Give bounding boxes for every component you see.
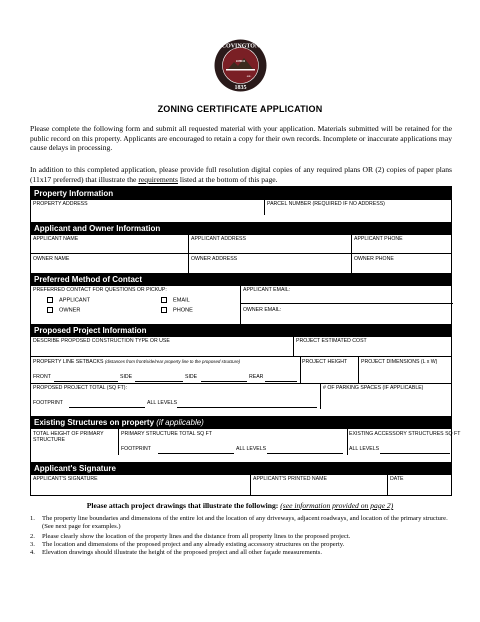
describe-construction-label: DESCRIBE PROPOSED CONSTRUCTION TYPE OR USE bbox=[33, 338, 170, 344]
section-existing-note: (if applicable) bbox=[156, 418, 204, 427]
printed-name-label: APPLICANT'S PRINTED NAME bbox=[253, 476, 327, 482]
section-header-existing bbox=[31, 416, 451, 429]
seal-est: est. bbox=[246, 74, 252, 78]
footprint2-field[interactable] bbox=[158, 453, 234, 454]
contact-option-owner[interactable] bbox=[47, 307, 80, 314]
contact-option-phone[interactable] bbox=[161, 307, 193, 314]
side1-label: SIDE bbox=[120, 374, 133, 380]
owner-address-label: OWNER ADDRESS bbox=[191, 256, 238, 262]
contact-option-phone-label: PHONE bbox=[173, 307, 193, 314]
section-header-applicant: Applicant and Owner Information bbox=[31, 222, 451, 235]
applicant-signature-field[interactable] bbox=[33, 483, 248, 494]
side2-field[interactable] bbox=[201, 381, 247, 382]
date-field[interactable] bbox=[390, 483, 450, 494]
date-label: DATE bbox=[390, 476, 404, 482]
all-levels-field[interactable] bbox=[177, 407, 317, 408]
all-levels2-field[interactable] bbox=[267, 453, 343, 454]
contact-option-applicant[interactable] bbox=[47, 297, 90, 304]
contact-option-email-label: EMAIL bbox=[173, 297, 190, 304]
section-header-property: Property Information bbox=[31, 187, 451, 200]
project-cost-field[interactable] bbox=[296, 345, 450, 355]
primary-total-label: PRIMARY STRUCTURE TOTAL SQ FT bbox=[121, 431, 212, 437]
applicant-address-label: APPLICANT ADDRESS bbox=[191, 236, 246, 242]
applicant-email-label: APPLICANT EMAIL: bbox=[243, 287, 291, 293]
page-title: ZONING CERTIFICATE APPLICATION bbox=[157, 104, 323, 114]
applicant-email-field[interactable] bbox=[243, 294, 449, 302]
seal-state: OHIO bbox=[235, 59, 246, 63]
attach-text: Please attach project drawings that illustrate the following: bbox=[86, 501, 279, 510]
city-seal-logo bbox=[214, 39, 267, 92]
applicant-phone-field[interactable] bbox=[354, 243, 450, 252]
intro-paragraph-1: Please complete the following form and submit all requested material with your application. Materials submitted will be retained for the public record on this property. Applicants are encouraged to retain a copy for their own records. Incomplete or inaccurate applications may cause delays in processing. bbox=[30, 124, 452, 153]
project-total-label: PROPOSED PROJECT TOTAL (SQ FT): bbox=[33, 385, 127, 391]
checkbox-icon[interactable] bbox=[161, 297, 167, 303]
accessory-total-label: EXISTING ACCESSORY STRUCTURES SQ FT bbox=[349, 431, 461, 437]
owner-name-label: OWNER NAME bbox=[33, 256, 70, 262]
property-address-label: PROPERTY ADDRESS bbox=[33, 201, 88, 207]
front-field[interactable] bbox=[54, 381, 118, 382]
project-height-label: PROJECT HEIGHT bbox=[302, 359, 348, 365]
rear-label: REAR bbox=[249, 374, 264, 380]
all-levels3-label: ALL LEVELS bbox=[349, 446, 380, 452]
owner-email-label: OWNER EMAIL: bbox=[243, 307, 282, 313]
attach-note-link[interactable]: (see information provided on page 2) bbox=[280, 501, 394, 510]
project-cost-label: PROJECT ESTIMATED COST bbox=[296, 338, 367, 344]
footprint-field[interactable] bbox=[69, 407, 145, 408]
requirement-text: The location and dimensions of the proposed project and any already existing accessory structures on the property. bbox=[42, 541, 345, 548]
attach-instructions bbox=[0, 501, 480, 510]
requirement-number: 4. bbox=[30, 549, 35, 556]
all-levels3-field[interactable] bbox=[380, 453, 450, 454]
printed-name-field[interactable] bbox=[253, 483, 385, 494]
side2-label: SIDE bbox=[185, 374, 198, 380]
parcel-number-label: PARCEL NUMBER (REQUIRED IF NO ADDRESS) bbox=[267, 201, 385, 207]
checkbox-icon[interactable] bbox=[47, 297, 53, 303]
total-height-field[interactable] bbox=[33, 444, 115, 454]
intro-paragraph-2 bbox=[30, 165, 452, 184]
applicant-name-field[interactable] bbox=[33, 243, 187, 252]
section-header-contact: Preferred Method of Contact bbox=[31, 273, 451, 286]
applicant-address-field[interactable] bbox=[191, 243, 349, 252]
preferred-contact-label: PREFERRED CONTACT FOR QUESTIONS OR PICKUP: bbox=[33, 287, 167, 293]
property-address-field[interactable] bbox=[33, 208, 263, 214]
contact-option-applicant-label: APPLICANT bbox=[59, 297, 91, 304]
applicant-phone-label: APPLICANT PHONE bbox=[354, 236, 403, 242]
setbacks-label-text: PROPERTY LINE SETBACKS bbox=[33, 359, 104, 365]
application-form bbox=[30, 186, 461, 496]
intro-p2-after: listed at the bottom of this page. bbox=[177, 174, 278, 184]
parking-label: # OF PARKING SPACES (IF APPLICABLE) bbox=[323, 385, 424, 391]
checkbox-icon[interactable] bbox=[161, 307, 167, 313]
applicant-signature-label: APPLICANT'S SIGNATURE bbox=[33, 476, 98, 482]
seal-year: 1835 bbox=[234, 85, 247, 91]
section-header-signature: Applicant's Signature bbox=[31, 462, 451, 475]
seal-name: COVINGTON bbox=[221, 43, 260, 50]
section-existing-title: Existing Structures on property bbox=[34, 418, 155, 427]
setbacks-note: (distances from front/side/rear property line to the proposed structure) bbox=[104, 359, 241, 364]
front-label: FRONT bbox=[33, 374, 51, 380]
owner-name-field[interactable] bbox=[33, 263, 187, 272]
owner-phone-field[interactable] bbox=[354, 263, 450, 272]
checkbox-icon[interactable] bbox=[47, 307, 53, 313]
project-dimensions-label: PROJECT DIMENSIONS (L x W) bbox=[361, 359, 438, 365]
requirement-text: Please clearly show the location of the property lines and the distance from all property lines to the proposed project. bbox=[42, 533, 351, 540]
requirement-number: 2. bbox=[30, 533, 35, 540]
applicant-name-label: APPLICANT NAME bbox=[33, 236, 79, 242]
section-header-project: Proposed Project Information bbox=[31, 324, 451, 337]
parking-field[interactable] bbox=[323, 392, 449, 406]
all-levels-label: ALL LEVELS bbox=[147, 400, 178, 406]
total-height-label: TOTAL HEIGHT OF PRIMARY STRUCTURE bbox=[33, 431, 104, 443]
requirements-link[interactable]: requirements bbox=[138, 174, 178, 184]
all-levels2-label: ALL LEVELS bbox=[236, 446, 267, 452]
footprint-label: FOOTPRINT bbox=[33, 400, 63, 406]
requirement-number: 3. bbox=[30, 541, 35, 548]
owner-address-field[interactable] bbox=[191, 263, 349, 272]
footprint2-label: FOOTPRINT bbox=[121, 446, 151, 452]
requirement-number: 1. bbox=[30, 515, 35, 522]
side1-field[interactable] bbox=[135, 381, 183, 382]
contact-option-owner-label: OWNER bbox=[59, 307, 81, 314]
owner-email-field[interactable] bbox=[243, 314, 449, 322]
owner-phone-label: OWNER PHONE bbox=[354, 256, 394, 262]
contact-option-email[interactable] bbox=[161, 297, 190, 304]
requirement-text: Elevation drawings should illustrate the height of the proposed project and all other façade measurements. bbox=[42, 549, 322, 556]
parcel-number-field[interactable] bbox=[267, 208, 449, 214]
requirement-text: The property line boundaries and dimensions of the entire lot and the location of any driveways, adjacent roadways, and location of the primary structure. (See next page for examples.) bbox=[42, 515, 448, 531]
rear-field[interactable] bbox=[265, 381, 297, 382]
setbacks-label bbox=[33, 359, 240, 365]
intro-p2-before: In addition to this completed application, please provide full resolution digital copies of any required plans OR (2) copies of paper plans (11x17 preferred) that illustrate the bbox=[30, 165, 452, 184]
describe-construction-field[interactable] bbox=[33, 345, 291, 355]
